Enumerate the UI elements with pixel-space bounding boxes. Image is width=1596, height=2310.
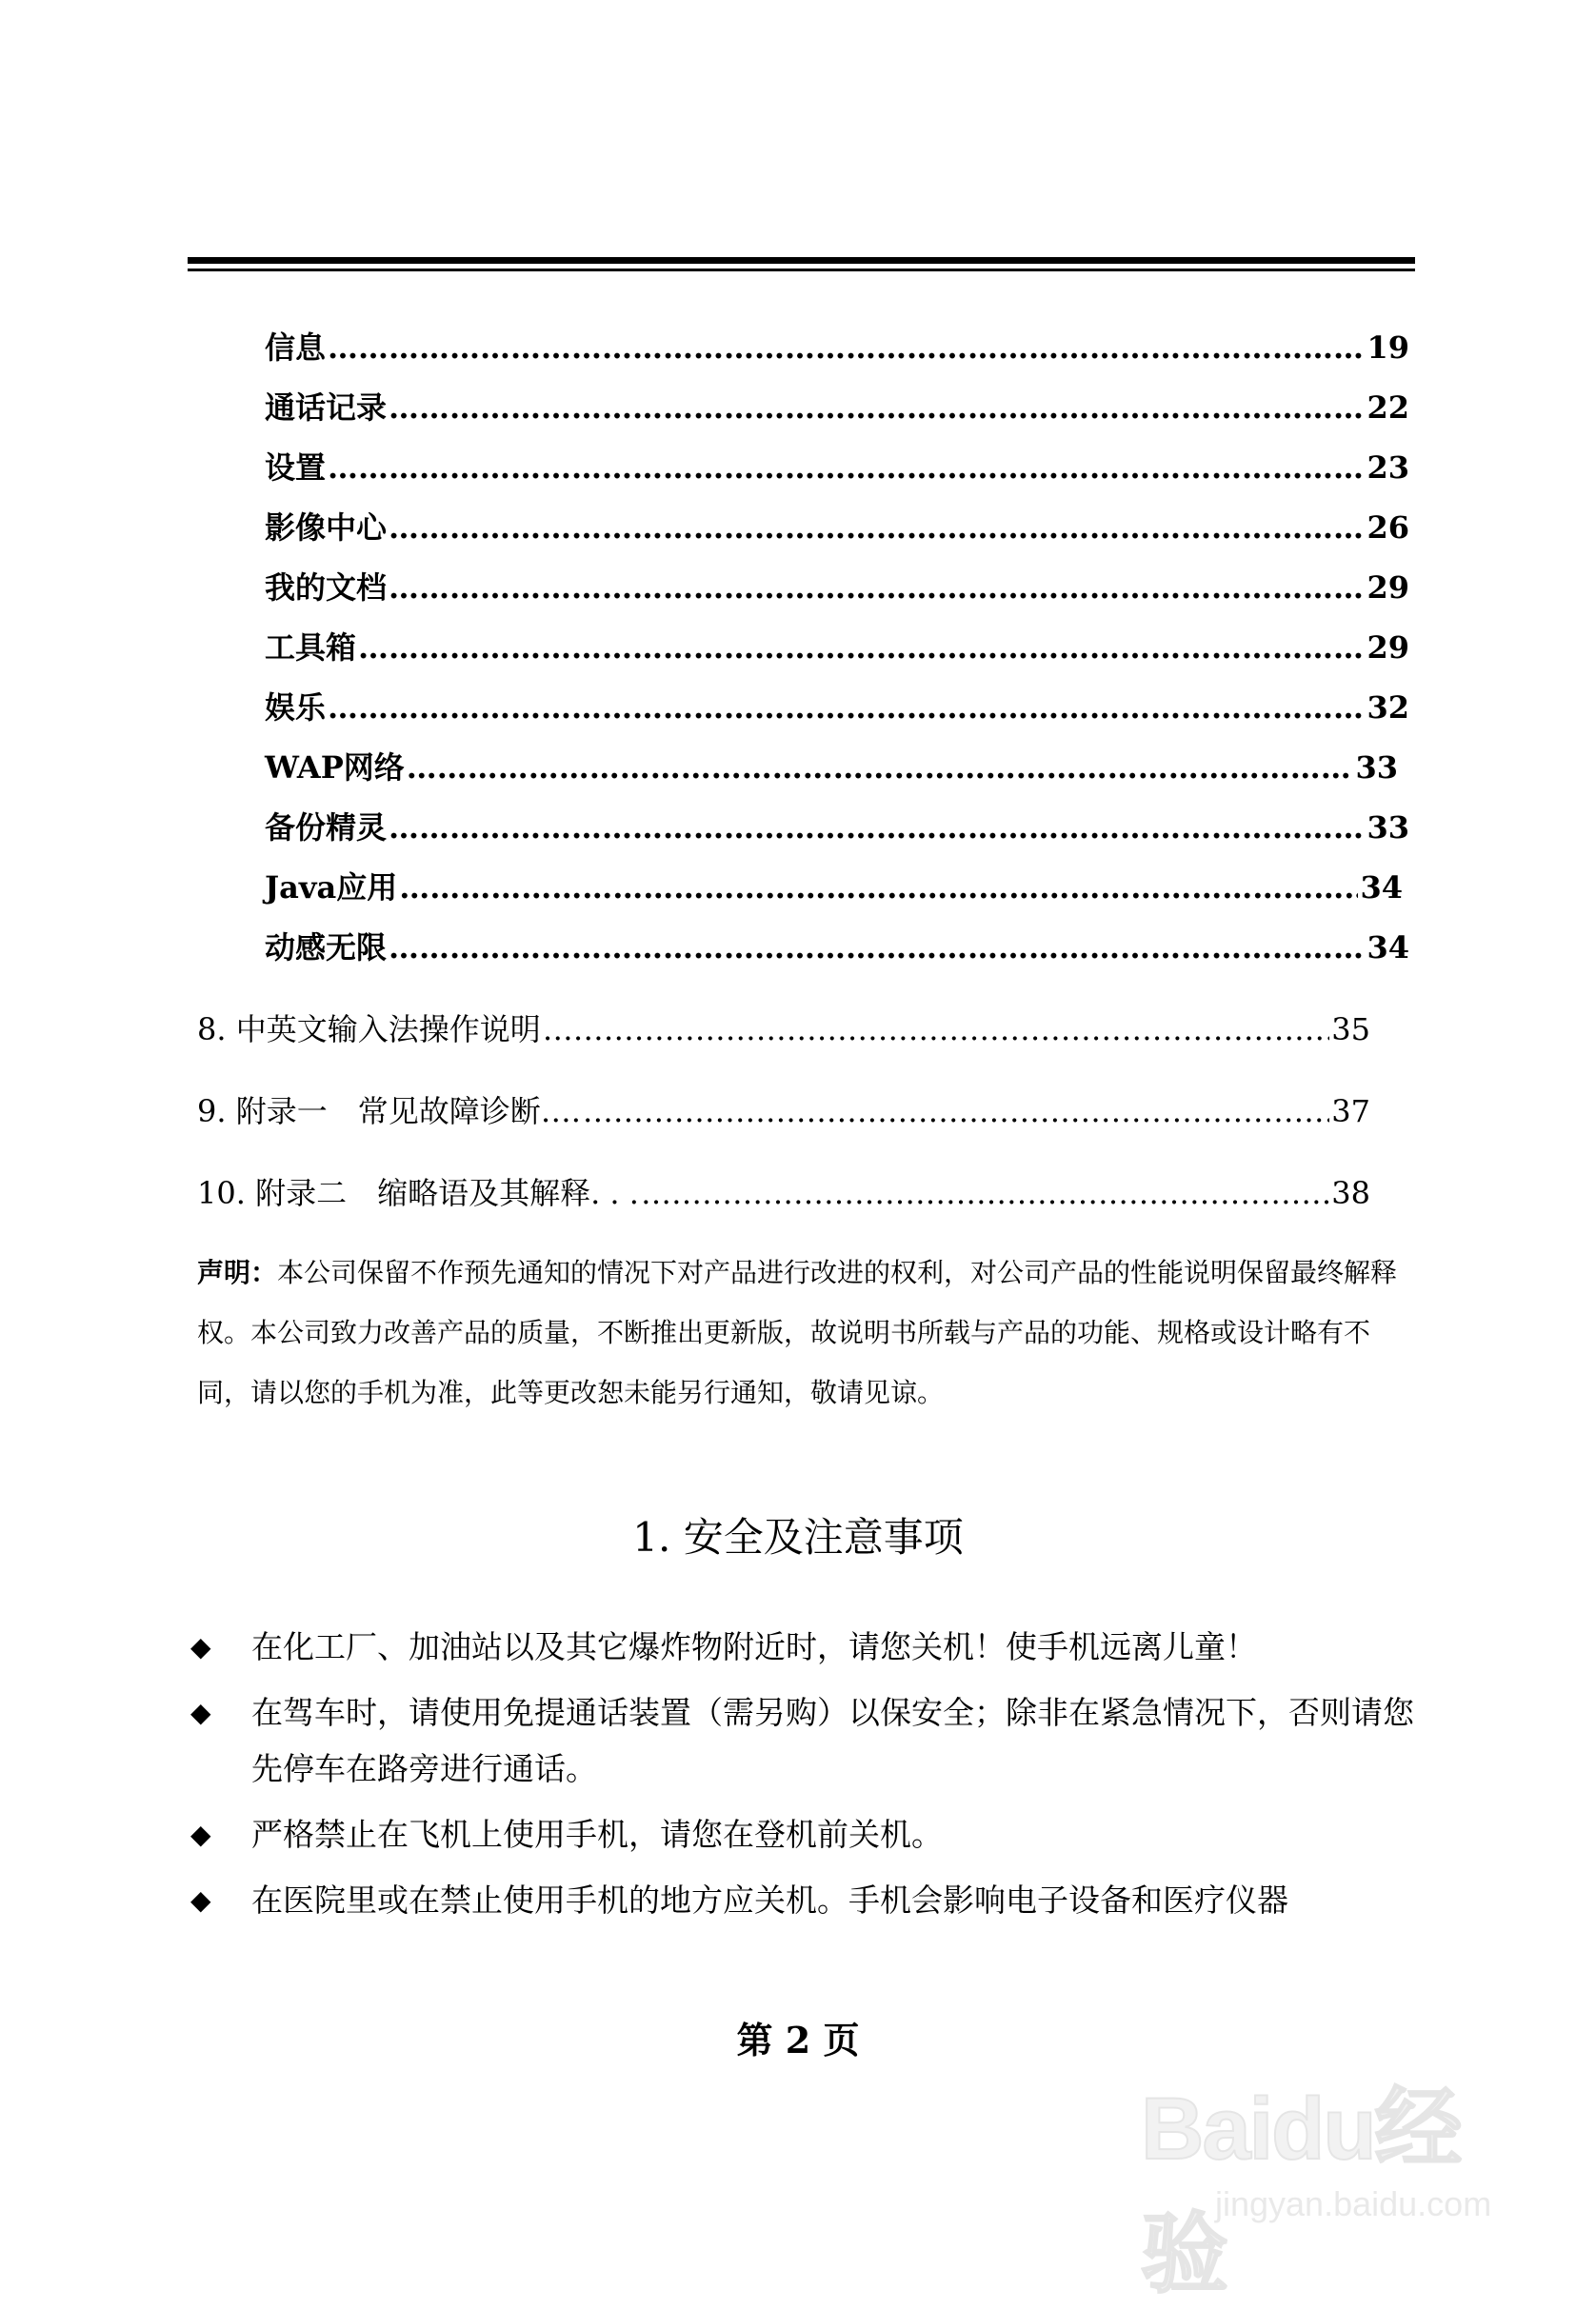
toc-chapter-title: 10. 附录二 缩略语及其解释. . . (197, 1175, 639, 1211)
diamond-bullet-icon: ◆ (190, 1631, 211, 1663)
header-rule-thick (188, 257, 1415, 264)
toc-chapter-page: 37 (1331, 1093, 1370, 1129)
toc-item (265, 384, 1409, 426)
disclaimer-notice (197, 1243, 1411, 1423)
toc-chapter (197, 1087, 1370, 1129)
toc-item-title: 我的文档 (265, 569, 388, 606)
toc-item-title: 影像中心 (265, 509, 388, 546)
watermark-url: jingyan.baidu.com (1215, 2184, 1492, 2223)
list-item (190, 1619, 1419, 1675)
section-heading: 1. 安全及注意事项 (632, 1514, 964, 1561)
toc-leader-dots (389, 509, 1365, 546)
toc-item (265, 564, 1409, 606)
toc-item-page: 29 (1367, 569, 1409, 606)
toc-item-title: 信息 (265, 329, 327, 366)
diamond-bullet-icon: ◆ (190, 1819, 211, 1850)
toc-item-page: 33 (1355, 749, 1398, 786)
bullet-text: 在医院里或在禁止使用手机的地方应关机。手机会影响电子设备和医疗仪器 (251, 1882, 1288, 1919)
toc-item (265, 504, 1409, 546)
page-number: 第 2 页 (736, 2019, 860, 2061)
header-rule-thin (188, 269, 1415, 271)
toc-leader-dots (583, 1093, 1329, 1129)
baidu-watermark (1131, 2059, 1531, 2303)
toc-chapter-page: 38 (1331, 1175, 1370, 1211)
toc-item-title: Java应用 (265, 869, 398, 906)
toc-item-title: WAP网络 (265, 749, 405, 786)
toc-leader-dots (328, 329, 1365, 366)
toc-item (265, 864, 1403, 906)
toc-leader-dots (389, 569, 1365, 606)
toc-item-title: 通话记录 (265, 389, 388, 426)
toc-chapter-title: 8. 中英文输入法操作说明 (197, 1011, 541, 1047)
toc-leader-dots (389, 389, 1365, 426)
toc-item-page: 34 (1360, 869, 1403, 906)
toc-item-title: 设置 (265, 449, 327, 486)
list-item (190, 1872, 1419, 1928)
toc-item-title: 娱乐 (265, 689, 327, 726)
safety-bullet-list (190, 1619, 1419, 1938)
toc-leader-dots (399, 869, 1358, 906)
bullet-text: 在化工厂、加油站以及其它爆炸物附近时，请您关机！使手机远离儿童！ (251, 1628, 1257, 1665)
diamond-bullet-icon: ◆ (190, 1884, 211, 1916)
toc-item-page: 23 (1367, 449, 1409, 486)
toc-item-title: 备份精灵 (265, 809, 388, 846)
toc-leader-dots (389, 929, 1365, 966)
toc-chapter (197, 1169, 1370, 1211)
disclaimer-label: 声明： (197, 1257, 278, 1288)
toc-leader-dots (389, 809, 1365, 846)
toc-item-page: 19 (1367, 329, 1409, 366)
toc-item-page: 22 (1367, 389, 1409, 426)
list-item (190, 1684, 1419, 1797)
toc-item (265, 324, 1409, 366)
bullet-text: 在驾车时，请使用免提通话装置（需另购）以保安全；除非在紧急情况下，否则请您先停车在路旁进行通话。 (251, 1694, 1414, 1787)
toc-item (265, 924, 1409, 966)
toc-leader-dots (358, 629, 1365, 666)
toc-item-title: 工具箱 (265, 629, 357, 666)
toc-item (265, 624, 1409, 666)
bullet-text: 严格禁止在飞机上使用手机，请您在登机前关机。 (251, 1816, 943, 1853)
toc-item-page: 32 (1367, 689, 1409, 726)
toc-leader-dots (407, 749, 1354, 786)
list-item (190, 1806, 1419, 1862)
watermark-logo: Baidu经验 (1141, 2081, 1461, 2303)
diamond-bullet-icon: ◆ (190, 1697, 211, 1728)
toc-chapter-title: 9. 附录一 常见故障诊断…. (197, 1093, 581, 1129)
toc-item (265, 744, 1398, 786)
toc-item (265, 684, 1409, 726)
toc-item (265, 444, 1409, 486)
toc-leader-dots (641, 1175, 1329, 1211)
toc-chapter-page: 35 (1331, 1011, 1370, 1047)
toc-item-title: 动感无限 (265, 929, 388, 966)
toc-leader-dots (328, 689, 1365, 726)
disclaimer-text: 本公司保留不作预先通知的情况下对产品进行改进的权利，对公司产品的性能说明保留最终解释权。本公司致力改善产品的质量，不断推出更新版，故说明书所载与产品的功能、规格或设计略有不同，请以您的手机为准，此等更改恕未能另行通知，敬请见谅。 (197, 1257, 1398, 1408)
toc-item (265, 804, 1409, 846)
toc-item-page: 33 (1367, 809, 1409, 846)
toc-leader-dots (543, 1011, 1330, 1047)
toc-item-page: 29 (1367, 629, 1409, 666)
toc-item-page: 26 (1367, 509, 1409, 546)
toc-item-page: 34 (1367, 929, 1409, 966)
toc-leader-dots (328, 449, 1365, 486)
toc-chapter (197, 1006, 1370, 1047)
